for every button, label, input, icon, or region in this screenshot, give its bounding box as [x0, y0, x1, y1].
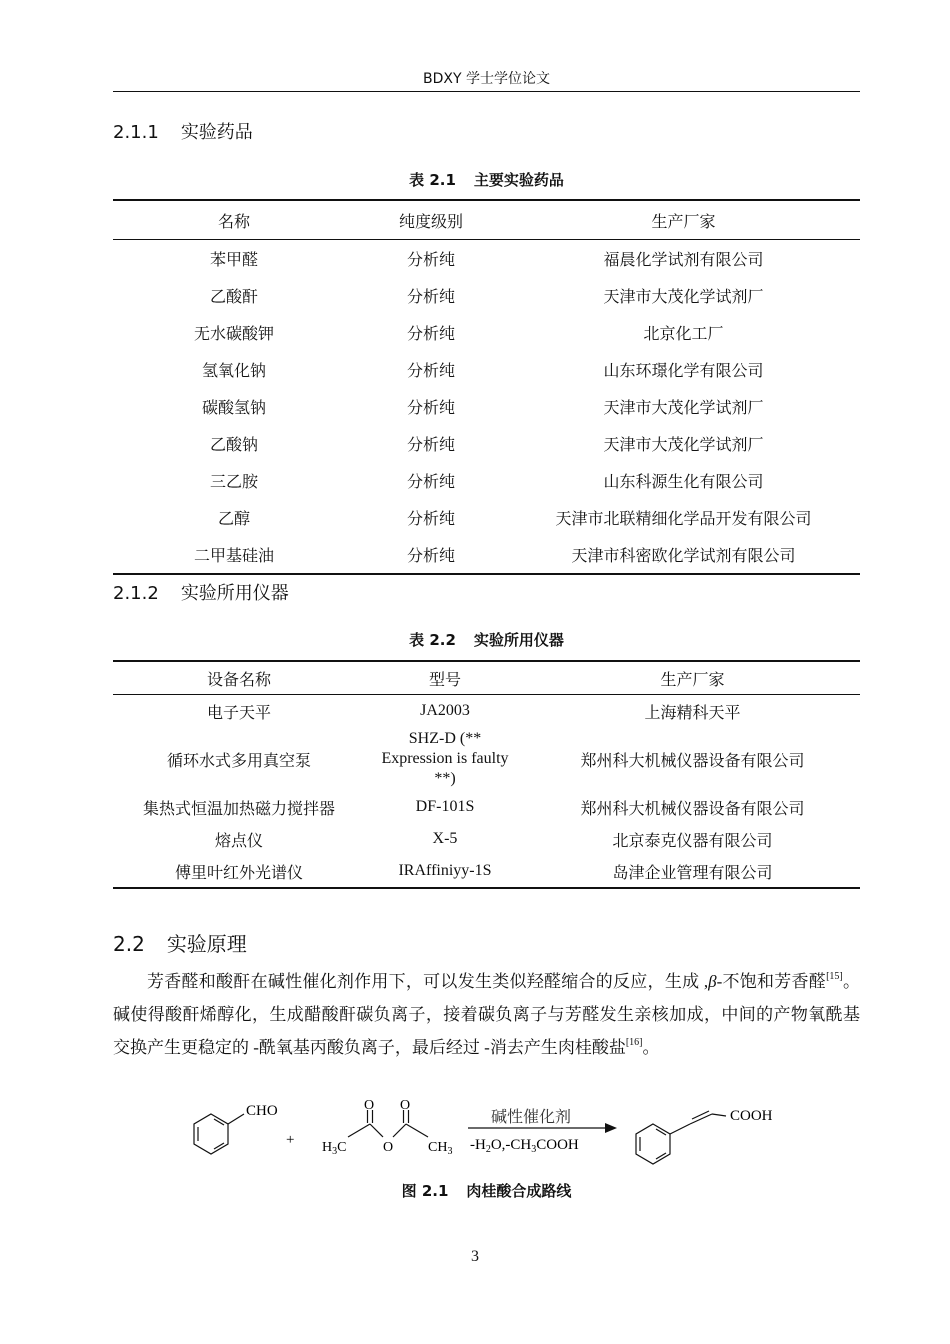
table-row	[113, 425, 860, 462]
purity-grade: 分析纯	[406, 363, 455, 380]
paragraph-text: 芳香醛和酸酐在碱性催化剂作用下，可以发生类似羟醛缩合的反应，生成 ,	[147, 972, 709, 991]
instrument-model: IRAffiniyy-1S	[365, 855, 525, 888]
reagent-name: 碳酸氢钠	[201, 400, 266, 417]
table-row	[113, 695, 860, 728]
instrument-model: DF-101S	[415, 798, 475, 815]
table-row	[113, 240, 860, 278]
table-header-row	[113, 200, 860, 240]
table-row	[113, 314, 860, 351]
table-header-row	[113, 661, 860, 695]
section-heading-2-1-2	[113, 579, 289, 605]
table-caption-2-1	[113, 169, 860, 190]
citation-ref[interactable]: [16]	[625, 1037, 643, 1048]
arrow-head-icon	[605, 1123, 617, 1133]
column-header: 设备名称	[113, 661, 365, 695]
instrument-name: 傅里叶红外光谱仪	[113, 855, 365, 888]
section-title: 实验原理	[166, 932, 247, 956]
purity-grade: 分析纯	[406, 437, 455, 454]
caption-title: 肉桂酸合成路线	[466, 1182, 572, 1200]
paragraph-text: -不饱和芳香醛	[716, 972, 827, 991]
manufacturer: 天津市北联精细化学品开发有限公司	[555, 511, 812, 528]
caption-title: 实验所用仪器	[473, 631, 564, 649]
manufacturer: 北京泰克仪器有限公司	[612, 832, 773, 850]
reagent-name: 氢氧化钠	[201, 363, 266, 380]
column-header: 名称	[113, 200, 355, 240]
table-row	[113, 727, 860, 791]
manufacturer: 北京化工厂	[643, 326, 724, 343]
bridge-oxygen-label: O	[383, 1140, 394, 1155]
manufacturer: 天津市大茂化学试剂厂	[603, 400, 764, 417]
table-row	[113, 823, 860, 855]
instrument-model: JA2003	[420, 702, 470, 719]
column-header: 型号	[365, 661, 525, 695]
purity-grade: 分析纯	[355, 536, 507, 574]
table-row	[113, 499, 860, 536]
reagent-name: 乙醇	[217, 511, 250, 528]
model-line: Expression is faulty	[381, 750, 509, 767]
purity-grade: 分析纯	[406, 252, 455, 269]
table-row	[113, 855, 860, 888]
manufacturer: 天津市大茂化学试剂厂	[603, 289, 764, 306]
section-title: 实验所用仪器	[180, 583, 289, 604]
purity-grade: 分析纯	[406, 400, 455, 417]
paragraph-text: 。	[642, 1038, 660, 1057]
reagent-name: 无水碳酸钾	[193, 326, 274, 343]
manufacturer: 郑州科大机械仪器设备有限公司	[580, 752, 805, 770]
plus-sign: +	[286, 1132, 295, 1148]
manufacturer: 山东科源生化有限公司	[603, 474, 764, 491]
table-row	[113, 536, 860, 574]
citation-ref[interactable]: [15]	[826, 971, 843, 982]
section-number: 2.2	[113, 932, 145, 956]
methyl-left-label: $H_3C$	[322, 1140, 347, 1157]
carbonyl-oxygen-label: O	[400, 1098, 411, 1113]
manufacturer: 天津市大茂化学试剂厂	[603, 437, 764, 454]
caption-number: 图 2.1	[401, 1182, 449, 1200]
manufacturer: 福晨化学试剂有限公司	[603, 252, 764, 269]
header-rule	[113, 91, 860, 92]
caption-title: 主要实验药品	[473, 171, 564, 189]
column-header: 纯度级别	[355, 200, 507, 240]
benzene-ring-reactant	[194, 1114, 244, 1154]
instrument-name: 集热式恒温加热磁力搅拌器	[142, 800, 335, 818]
reagent-name: 乙酸酐	[209, 289, 258, 306]
table-row	[113, 462, 860, 499]
page-number: 3	[471, 1248, 479, 1265]
beta-symbol: β	[708, 972, 717, 991]
model-line: **)	[434, 770, 456, 787]
section-number: 2.1.2	[113, 583, 159, 604]
section-number: 2.1.1	[113, 122, 159, 143]
instruments-table	[113, 660, 860, 889]
aldehyde-group-label: CHO	[246, 1103, 278, 1119]
manufacturer: 岛津企业管理有限公司	[525, 855, 860, 888]
column-header: 生产厂家	[525, 661, 860, 695]
manufacturer: 郑州科大机械仪器设备有限公司	[580, 800, 805, 818]
table-row	[113, 388, 860, 425]
reagent-name: 苯甲醛	[209, 252, 258, 269]
anhydride-bonds	[348, 1110, 428, 1137]
instrument-name: 循环水式多用真空泵	[166, 752, 311, 770]
reagent-name: 乙酸钠	[209, 437, 258, 454]
model-line: SHZ-D (**	[408, 730, 482, 747]
instrument-model: X-5	[432, 830, 458, 847]
methyl-right-label: $CH_3$	[428, 1140, 453, 1157]
purity-grade: 分析纯	[406, 326, 455, 343]
figure-caption-2-1	[113, 1180, 860, 1201]
purity-grade: 分析纯	[406, 474, 455, 491]
carbonyl-oxygen-label: O	[364, 1098, 375, 1113]
table-row	[113, 277, 860, 314]
purity-grade: 分析纯	[406, 289, 455, 306]
carboxyl-group-label: COOH	[730, 1108, 773, 1124]
instrument-name: 熔点仪	[214, 832, 263, 850]
caption-number: 表 2.1	[409, 171, 456, 189]
section-heading-2-1-1	[113, 118, 253, 144]
reagents-table	[113, 199, 860, 575]
catalyst-label: 碱性催化剂	[491, 1109, 572, 1126]
manufacturer: 上海精科天平	[644, 704, 741, 722]
table-caption-2-2	[113, 629, 860, 650]
running-header: BDXY 学士学位论文	[423, 71, 550, 87]
manufacturer: 天津市科密欧化学试剂有限公司	[507, 536, 860, 574]
table-row	[113, 351, 860, 388]
section-heading-2-2	[113, 928, 247, 957]
benzene-ring-product	[636, 1111, 726, 1164]
table-row	[113, 791, 860, 823]
reagent-name: 二甲基硅油	[113, 536, 355, 574]
caption-number: 表 2.2	[409, 631, 456, 649]
column-header: 生产厂家	[507, 200, 860, 240]
reaction-scheme	[180, 1092, 800, 1182]
purity-grade: 分析纯	[406, 511, 455, 528]
byproducts-label: $-H_2O,-CH_3COOH$	[470, 1137, 579, 1155]
manufacturer: 山东环璟化学有限公司	[603, 363, 764, 380]
instrument-model	[365, 727, 525, 791]
paragraph-text: 。碱使得酸酐烯醇化，生成醋酸酐碳负离子，接着碳负离子与芳醛发生亲核加成，中间的产物氧酰基交换产生更稳定的 -酰氧基丙酸负离子，最后经过 -消去产生肉桂酸盐	[113, 972, 861, 1057]
section-title: 实验药品	[180, 122, 253, 143]
reagent-name: 三乙胺	[209, 474, 258, 491]
principle-paragraph	[113, 965, 860, 1064]
instrument-name: 电子天平	[206, 704, 271, 722]
